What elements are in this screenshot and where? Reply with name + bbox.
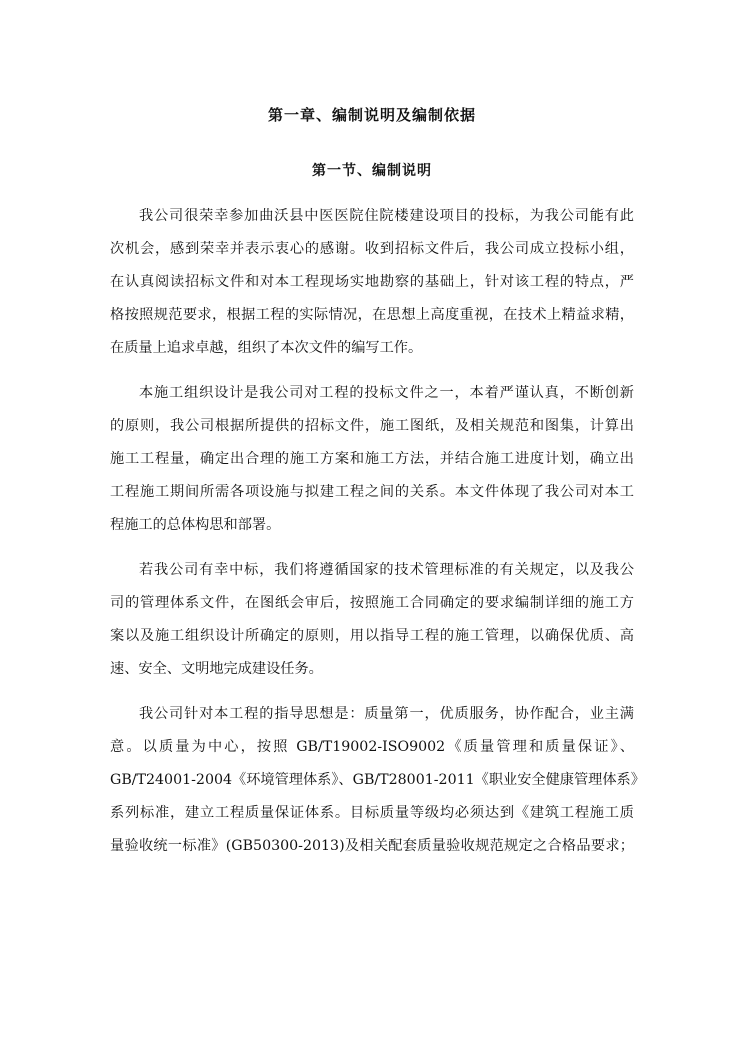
- paragraph-line: 速、安全、文明地完成建设任务。: [110, 661, 323, 677]
- paragraph-line: 案以及施工组织设计所确定的原则，用以指导工程的施工管理，以确保优质、高: [110, 628, 634, 644]
- paragraph-line: 若我公司有幸中标，我们将遵循国家的技术管理标准的有关规定，以及我公: [139, 562, 634, 578]
- chapter-title: 第一章、编制说明及编制依据: [267, 106, 476, 124]
- paragraph-line: 次机会，感到荣幸并表示衷心的感谢。收到招标文件后，我公司成立投标小组，: [110, 241, 634, 257]
- paragraph-line: 我公司很荣幸参加曲沃县中医医院住院楼建设项目的投标，为我公司能有此: [139, 208, 634, 224]
- paragraph-2: [110, 377, 634, 542]
- paragraph-line: 系列标准，建立工程质量保证体系。目标质量等级均必须达到《建筑工程施工质: [110, 805, 634, 821]
- paragraph-line: 司的管理体系文件，在图纸会审后，按照施工合同确定的要求编制详细的施工方: [110, 595, 634, 611]
- paragraph-3: [110, 554, 634, 686]
- section-title: 第一节、编制说明: [312, 163, 432, 179]
- paragraph-line: 意。以质量为中心，按照 GB/T19002-ISO9002《质量管理和质量保证》、: [110, 739, 634, 755]
- paragraph-line: GB/T24001-2004《环境管理体系》、GB/T28001-2011《职业安全健康管理体系》: [110, 772, 645, 788]
- paragraph-line: 我公司针对本工程的指导思想是：质量第一，优质服务，协作配合，业主满: [139, 706, 634, 722]
- paragraph-line: 工程施工期间所需各项设施与拟建工程之间的关系。本文件体现了我公司对本工: [110, 484, 634, 500]
- paragraph-line: 量验收统一标准》(GB50300-2013)及相关配套质量验收规范规定之合格品要求；: [110, 838, 634, 854]
- paragraph-line: 程施工的总体构思和部署。: [110, 517, 281, 533]
- paragraph-line: 施工工程量，确定出合理的施工方案和施工方法，并结合施工进度计划，确立出: [110, 451, 634, 467]
- paragraph-4: [110, 698, 645, 863]
- paragraph-line: 本施工组织设计是我公司对工程的投标文件之一，本着严谨认真，不断创新: [139, 385, 634, 401]
- paragraph-line: 在认真阅读招标文件和对本工程现场实地勘察的基础上，针对该工程的特点，严: [110, 274, 634, 290]
- paragraph-1: [110, 200, 634, 365]
- body-text: [110, 200, 645, 875]
- paragraph-line: 在质量上追求卓越，组织了本次文件的编写工作。: [110, 340, 423, 356]
- paragraph-line: 格按照规范要求，根据工程的实际情况，在思想上高度重视，在技术上精益求精，: [110, 307, 634, 323]
- paragraph-line: 的原则，我公司根据所提供的招标文件，施工图纸，及相关规范和图集，计算出: [110, 418, 634, 434]
